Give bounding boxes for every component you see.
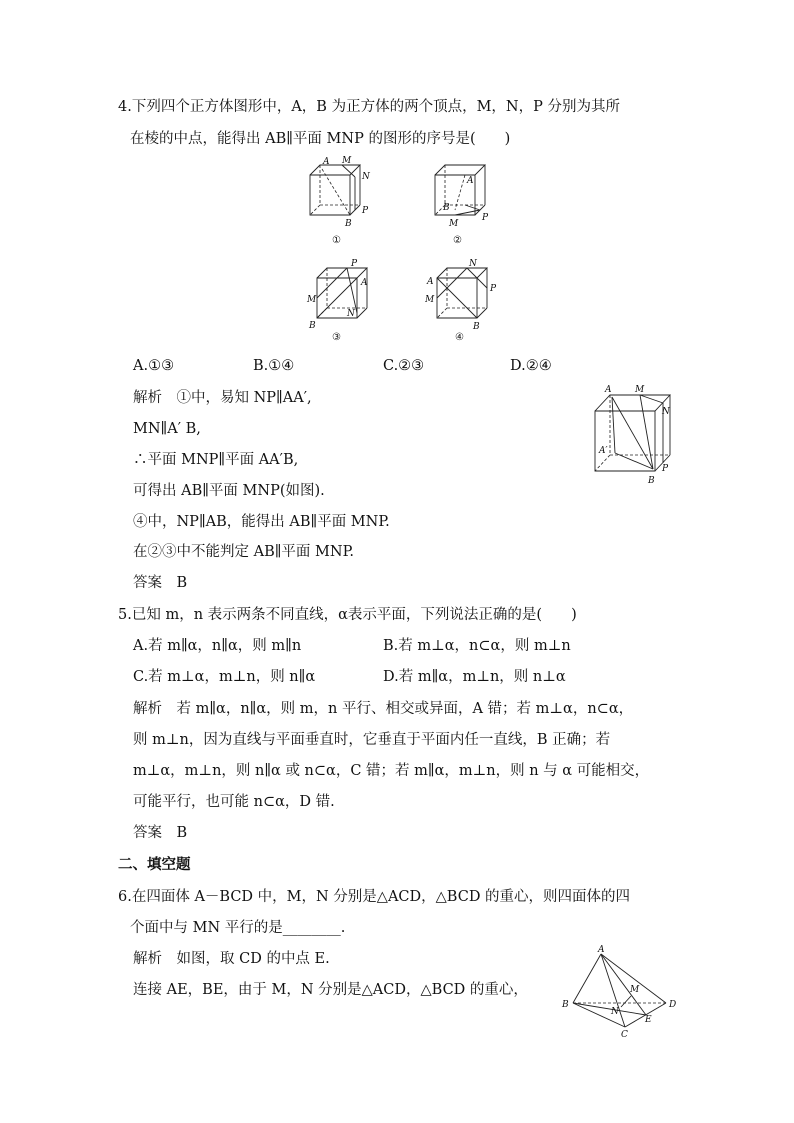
- q4-analysis-line1: 解析 ①中，易知 NP∥AA′,: [133, 390, 312, 406]
- fig6-label-m: M: [630, 985, 640, 995]
- fig4-label-a: A: [427, 277, 434, 287]
- fig3-label-a: A: [361, 278, 368, 288]
- q5-analysis-line2: 则 m⊥n，因为直线与平面垂直时，它垂直于平面内任一直线，B 正确；若: [133, 732, 611, 748]
- fig4-number: ④: [455, 332, 464, 343]
- fig2-number: ②: [453, 235, 462, 246]
- q4-answer: 答案 B: [133, 575, 188, 591]
- fig5-label-a: A: [605, 385, 612, 395]
- q4-stem-line1: 4.下列四个正方体图形中，A，B 为正方体的两个顶点，M，N，P 分别为其所: [118, 99, 620, 115]
- q6-analysis-line1: 解析 如图，取 CD 的中点 E.: [133, 951, 330, 967]
- q4-stem-line2: 在棱的中点，能得出 AB∥平面 MNP 的图形的序号是( ): [130, 131, 511, 147]
- tetrahedron-figure: [558, 945, 683, 1040]
- q5-option-c: C.若 m⊥α，m⊥n，则 n∥α: [133, 669, 316, 685]
- fig5-label-a-prime: A′: [599, 446, 608, 456]
- q5-analysis-line1: 解析 若 m∥α，n∥α，则 m，n 平行、相交或异面，A 错；若 m⊥α，n⊂α，: [133, 701, 634, 717]
- q6-stem-line1: 6.在四面体 A－BCD 中，M，N 分别是△ACD，△BCD 的重心，则四面体的四: [118, 889, 631, 905]
- fig4-label-p: P: [490, 284, 497, 294]
- fig1-label-a: A: [323, 157, 330, 167]
- fig3-label-m: M: [307, 295, 317, 305]
- q5-analysis-line3: m⊥α，m⊥n，则 n∥α 或 n⊂α，C 错；若 m∥α，m⊥n，则 n 与 α 可能相交，: [133, 763, 650, 779]
- fig3-label-p: P: [351, 259, 358, 269]
- fig6-label-e: E: [645, 1015, 652, 1025]
- fig5-label-b: B: [648, 476, 655, 486]
- fig2-label-p: P: [482, 213, 489, 223]
- fig6-label-n: N: [611, 1007, 619, 1017]
- fig3-label-n: N: [347, 309, 355, 319]
- fig4-label-n: N: [469, 259, 477, 269]
- q5-option-b: B.若 m⊥α，n⊂α，则 m⊥n: [383, 638, 571, 654]
- q4-option-c: C.②③: [383, 358, 425, 374]
- fig3-label-b: B: [309, 321, 316, 331]
- q5-option-a: A.若 m∥α，n∥α，则 m∥n: [133, 638, 302, 654]
- section-heading: 二、填空题: [118, 856, 191, 873]
- cube-figure-1: [300, 155, 380, 250]
- cube-figure-4: [425, 258, 510, 348]
- q4-option-b: B.①④: [253, 358, 295, 374]
- fig2-label-a: A: [467, 176, 474, 186]
- fig1-label-p: P: [362, 206, 369, 216]
- q4-analysis-line6: 在②③中不能判定 AB∥平面 MNP.: [133, 544, 355, 560]
- fig6-label-d: D: [669, 1000, 677, 1010]
- q4-analysis-line5: ④中，NP∥AB，能得出 AB∥平面 MNP.: [133, 514, 390, 530]
- q6-analysis-line2: 连接 AE，BE，由于 M，N 分别是△ACD，△BCD 的重心，: [133, 982, 528, 998]
- q5-analysis-line4: 可能平行，也可能 n⊂α，D 错.: [133, 794, 335, 810]
- fig5-label-p: P: [662, 464, 669, 474]
- q4-option-a: A.①③: [133, 358, 175, 374]
- q5-stem: 5.已知 m，n 表示两条不同直线，α表示平面，下列说法正确的是( ): [118, 607, 577, 623]
- fig1-label-m: M: [342, 156, 352, 166]
- fig3-number: ③: [332, 332, 341, 343]
- fig4-label-m: M: [425, 295, 435, 305]
- fig1-number: ①: [332, 235, 341, 246]
- q4-analysis-line4: 可得出 AB∥平面 MNP(如图).: [133, 483, 325, 499]
- fig2-label-b: B: [443, 203, 450, 213]
- fig1-label-n: N: [362, 172, 370, 182]
- cube-figure-2: [425, 155, 505, 250]
- q4-option-d: D.②④: [510, 358, 552, 374]
- fig1-label-b: B: [345, 219, 352, 229]
- q5-answer: 答案 B: [133, 825, 188, 841]
- fig6-label-b: B: [562, 1000, 569, 1010]
- cube-figure-3: [305, 258, 385, 348]
- q4-analysis-line2: MN∥A′ B,: [133, 421, 201, 437]
- fig2-label-m: M: [449, 219, 459, 229]
- fig6-label-c: C: [621, 1030, 628, 1040]
- fig6-label-a: A: [598, 945, 605, 955]
- fig5-label-n: N: [662, 407, 670, 417]
- cube-figure-analysis: [585, 383, 680, 488]
- fig5-label-m: M: [635, 385, 645, 395]
- q6-stem-line2: 个面中与 MN 平行的是________.: [130, 920, 346, 936]
- q4-analysis-line3: ∴平面 MNP∥平面 AA′B,: [133, 452, 299, 468]
- fig4-label-b: B: [473, 322, 480, 332]
- q5-option-d: D.若 m∥α，m⊥n，则 n⊥α: [383, 669, 566, 685]
